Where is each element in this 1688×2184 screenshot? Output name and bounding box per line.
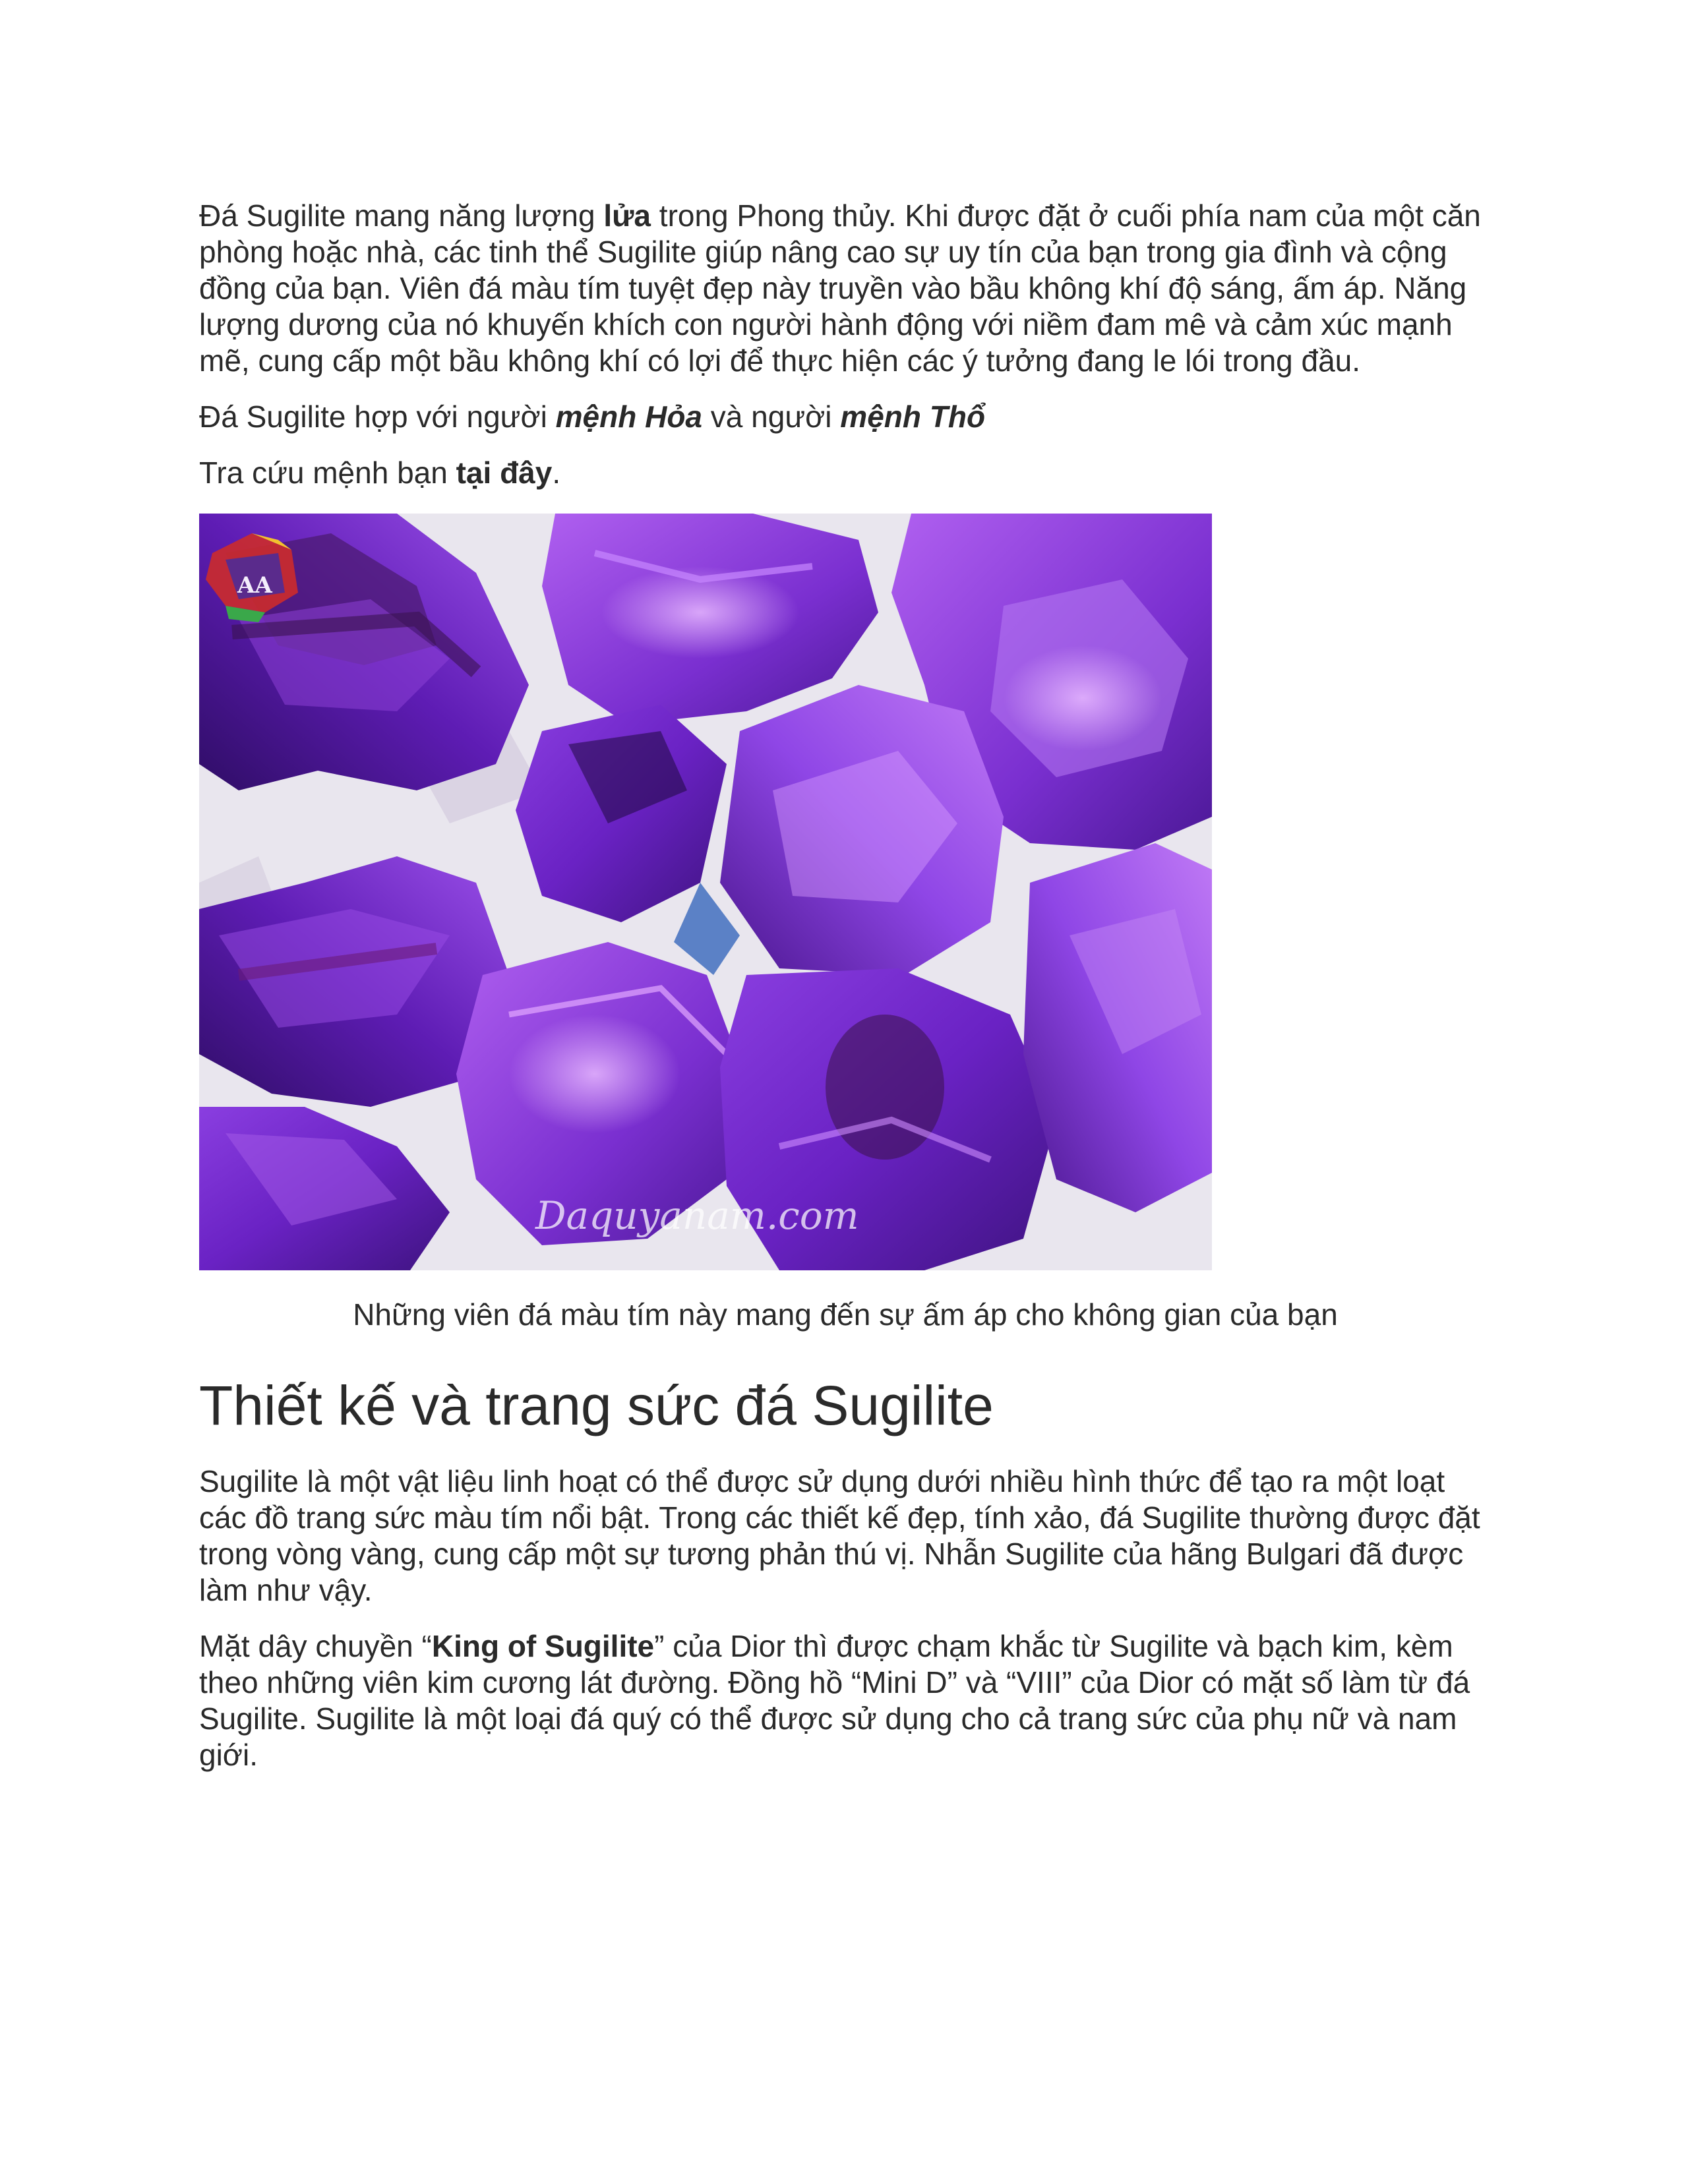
paragraph-dior xyxy=(199,1628,1492,1773)
sugilite-stones-illustration xyxy=(199,514,1212,1270)
logo-text: AA xyxy=(237,572,272,599)
paragraph-text: và người xyxy=(702,399,841,434)
paragraph-versatile: Sugilite là một vật liệu linh hoạt có thể được sử dụng dưới nhiều hình thức để tạo ra một loạt các đồ trang sức màu tím nổi bật. Trong các thiết kế đẹp, tính xảo, đá Sugilite thường được đặt trong vòng vàng, cung cấp một sự tương phản thú vị. Nhẫn Sugilite của hãng Bulgari đã được làm như vậy. xyxy=(199,1464,1480,1607)
paragraph-text: . xyxy=(552,456,561,490)
paragraph-text: ” của Dior thì được chạm khắc từ Sugilite và bạch kim, kèm theo những viên kim cương lát đường. Đồng hồ “Mini D” và “VIII” của Dior có mặt số làm từ đá Sugilite. Sugilite là một loại đá quý có thể được sử dụng cho cả trang sức của phụ nữ và nam giới. xyxy=(199,1629,1470,1772)
paragraph-text: Tra cứu mệnh bạn xyxy=(199,456,456,490)
section-heading: Thiết kế và trang sức đá Sugilite xyxy=(199,1374,994,1436)
paragraph-feng-shui xyxy=(199,198,1492,379)
stone-highlight xyxy=(1004,645,1162,751)
photo-caption: Những viên đá màu tím này mang đến sự ấm áp cho không gian của bạn xyxy=(353,1297,1338,1332)
paragraph-text: Đá Sugilite mang năng lượng xyxy=(199,198,604,233)
stone-highlight xyxy=(509,1015,680,1133)
paragraph-lookup xyxy=(199,455,1492,491)
element-earth: mệnh Thổ xyxy=(840,399,986,434)
paragraph-text: Đá Sugilite hợp với người xyxy=(199,399,556,434)
lookup-link[interactable]: tại đây xyxy=(456,456,553,490)
paragraph-text: trong Phong thủy. Khi được đặt ở cuối phía nam của một căn phòng hoặc nhà, các tinh thể Sugilite giúp nâng cao sự uy tín của bạn trong gia đình và cộng đồng của bạn. Viên đá màu tím tuyệt đẹp này truyền vào bầu không khí độ sáng, ấm áp. Năng lượng dương của nó khuyến khích con người hành động với niềm đam mê và cảm xúc mạnh mẽ, cung cấp một bầu không khí có lợi để thực hiện các ý tưởng đang le lói trong đầu. xyxy=(199,198,1481,378)
paragraph-elements xyxy=(199,399,1492,435)
stone-dark-patch xyxy=(826,1015,944,1160)
element-fire: mệnh Hỏa xyxy=(555,399,703,434)
document-page xyxy=(199,198,1492,1773)
watermark-text: Daquyanam.com xyxy=(535,1193,859,1238)
bold-king-of-sugilite: King of Sugilite xyxy=(431,1629,655,1663)
paragraph-text: Mặt dây chuyền “ xyxy=(199,1629,432,1663)
bold-fire: lửa xyxy=(603,198,651,233)
sugilite-photo xyxy=(199,514,1212,1270)
